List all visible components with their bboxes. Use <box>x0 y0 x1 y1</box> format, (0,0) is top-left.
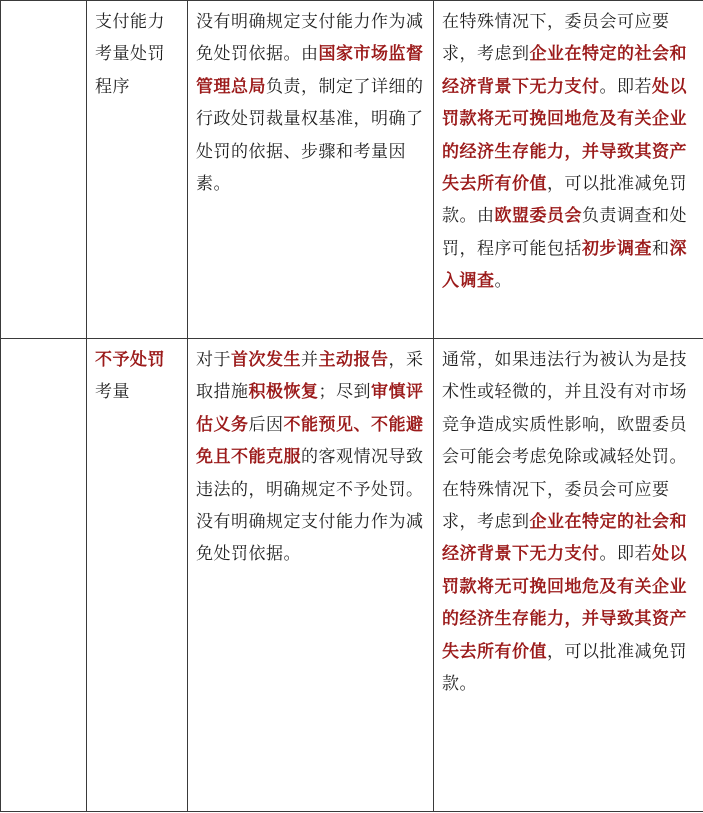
eu-paragraph <box>442 6 698 298</box>
table-row <box>1 1 703 339</box>
text-segment: ，可以批准减免罚款。由 <box>442 174 687 227</box>
text-segment: 对于 <box>196 350 231 370</box>
highlight-segment: 首次发生 <box>231 350 301 370</box>
item-cell <box>87 1 188 339</box>
text-segment: 。即若 <box>599 76 652 97</box>
highlight-segment: 处以罚款将无可挽回地危及有关企业的经济生存能力，并导致其资产失去所有价值 <box>442 76 687 195</box>
highlight-segment: 不能预见、不能避免且不能克服 <box>196 414 424 468</box>
text-segment: 在特殊情况下，委员会可应要求，考虑到 <box>442 479 670 533</box>
text-segment: ，可以批准减免罚款。 <box>442 641 687 695</box>
text-segment: 。即若 <box>599 544 652 565</box>
row-blank-cell <box>1 1 87 339</box>
china-paragraph <box>196 344 428 506</box>
highlight-segment: 积极恢复 <box>248 382 319 403</box>
eu-paragraph <box>442 344 698 474</box>
text-segment: 考量 <box>95 382 130 403</box>
text-segment: 并 <box>301 350 319 370</box>
text-segment: 后因 <box>248 414 284 435</box>
highlight-segment: 欧盟委员会 <box>494 206 582 227</box>
item-paragraph <box>95 6 182 103</box>
text-segment: 。 <box>494 271 512 292</box>
text-segment: 的客观情况导致违法的，明确规定不予处罚。 <box>196 447 424 500</box>
highlight-segment: 不予处罚 <box>95 350 165 370</box>
text-segment: ；尽到 <box>318 382 371 403</box>
china-cell <box>188 339 434 812</box>
item-cell <box>87 339 188 812</box>
highlight-segment: 企业在特定的社会和经济背景下无力支付 <box>442 44 687 97</box>
text-segment: 支付能力考量处罚程序 <box>95 12 165 97</box>
text-segment: 负责调查和处罚，程序可能包括 <box>442 206 687 259</box>
row-blank-cell <box>1 339 87 812</box>
text-segment: 通常，如果违法行为被认为是技术性或轻微的，并且没有对市场竞争造成实质性影响，欧盟委员会可能会考虑免除或减轻处罚。 <box>442 350 687 468</box>
text-segment: 和 <box>652 238 670 259</box>
china-paragraph <box>196 506 428 571</box>
text-segment: 在特殊情况下，委员会可应要求，考虑到 <box>442 12 670 65</box>
table-row <box>1 339 703 812</box>
highlight-segment: 初步调查 <box>582 238 652 259</box>
eu-cell <box>434 1 703 339</box>
highlight-segment: 深入调查 <box>442 238 687 292</box>
text-segment: 负责，制定了详细的行政处罚裁量权基准，明确了处罚的依据、步骤和考量因素。 <box>196 76 424 195</box>
item-paragraph <box>95 344 182 409</box>
text-segment: 没有明确规定支付能力作为减免处罚依据。由 <box>196 12 424 65</box>
eu-paragraph <box>442 474 698 701</box>
text-segment: 没有明确规定支付能力作为减免处罚依据。 <box>196 512 424 565</box>
text-segment: ，采取措施 <box>196 350 424 403</box>
eu-cell <box>434 339 703 812</box>
china-cell <box>188 1 434 339</box>
china-paragraph <box>196 6 428 200</box>
highlight-segment: 国家市场监督管理总局 <box>196 44 424 97</box>
highlight-segment: 审慎评估义务 <box>196 382 424 435</box>
highlight-segment: 企业在特定的社会和经济背景下无力支付 <box>442 512 687 565</box>
highlight-segment: 主动报告 <box>318 350 389 370</box>
highlight-segment: 处以罚款将无可挽回地危及有关企业的经济生存能力，并导致其资产失去所有价值 <box>442 544 687 662</box>
